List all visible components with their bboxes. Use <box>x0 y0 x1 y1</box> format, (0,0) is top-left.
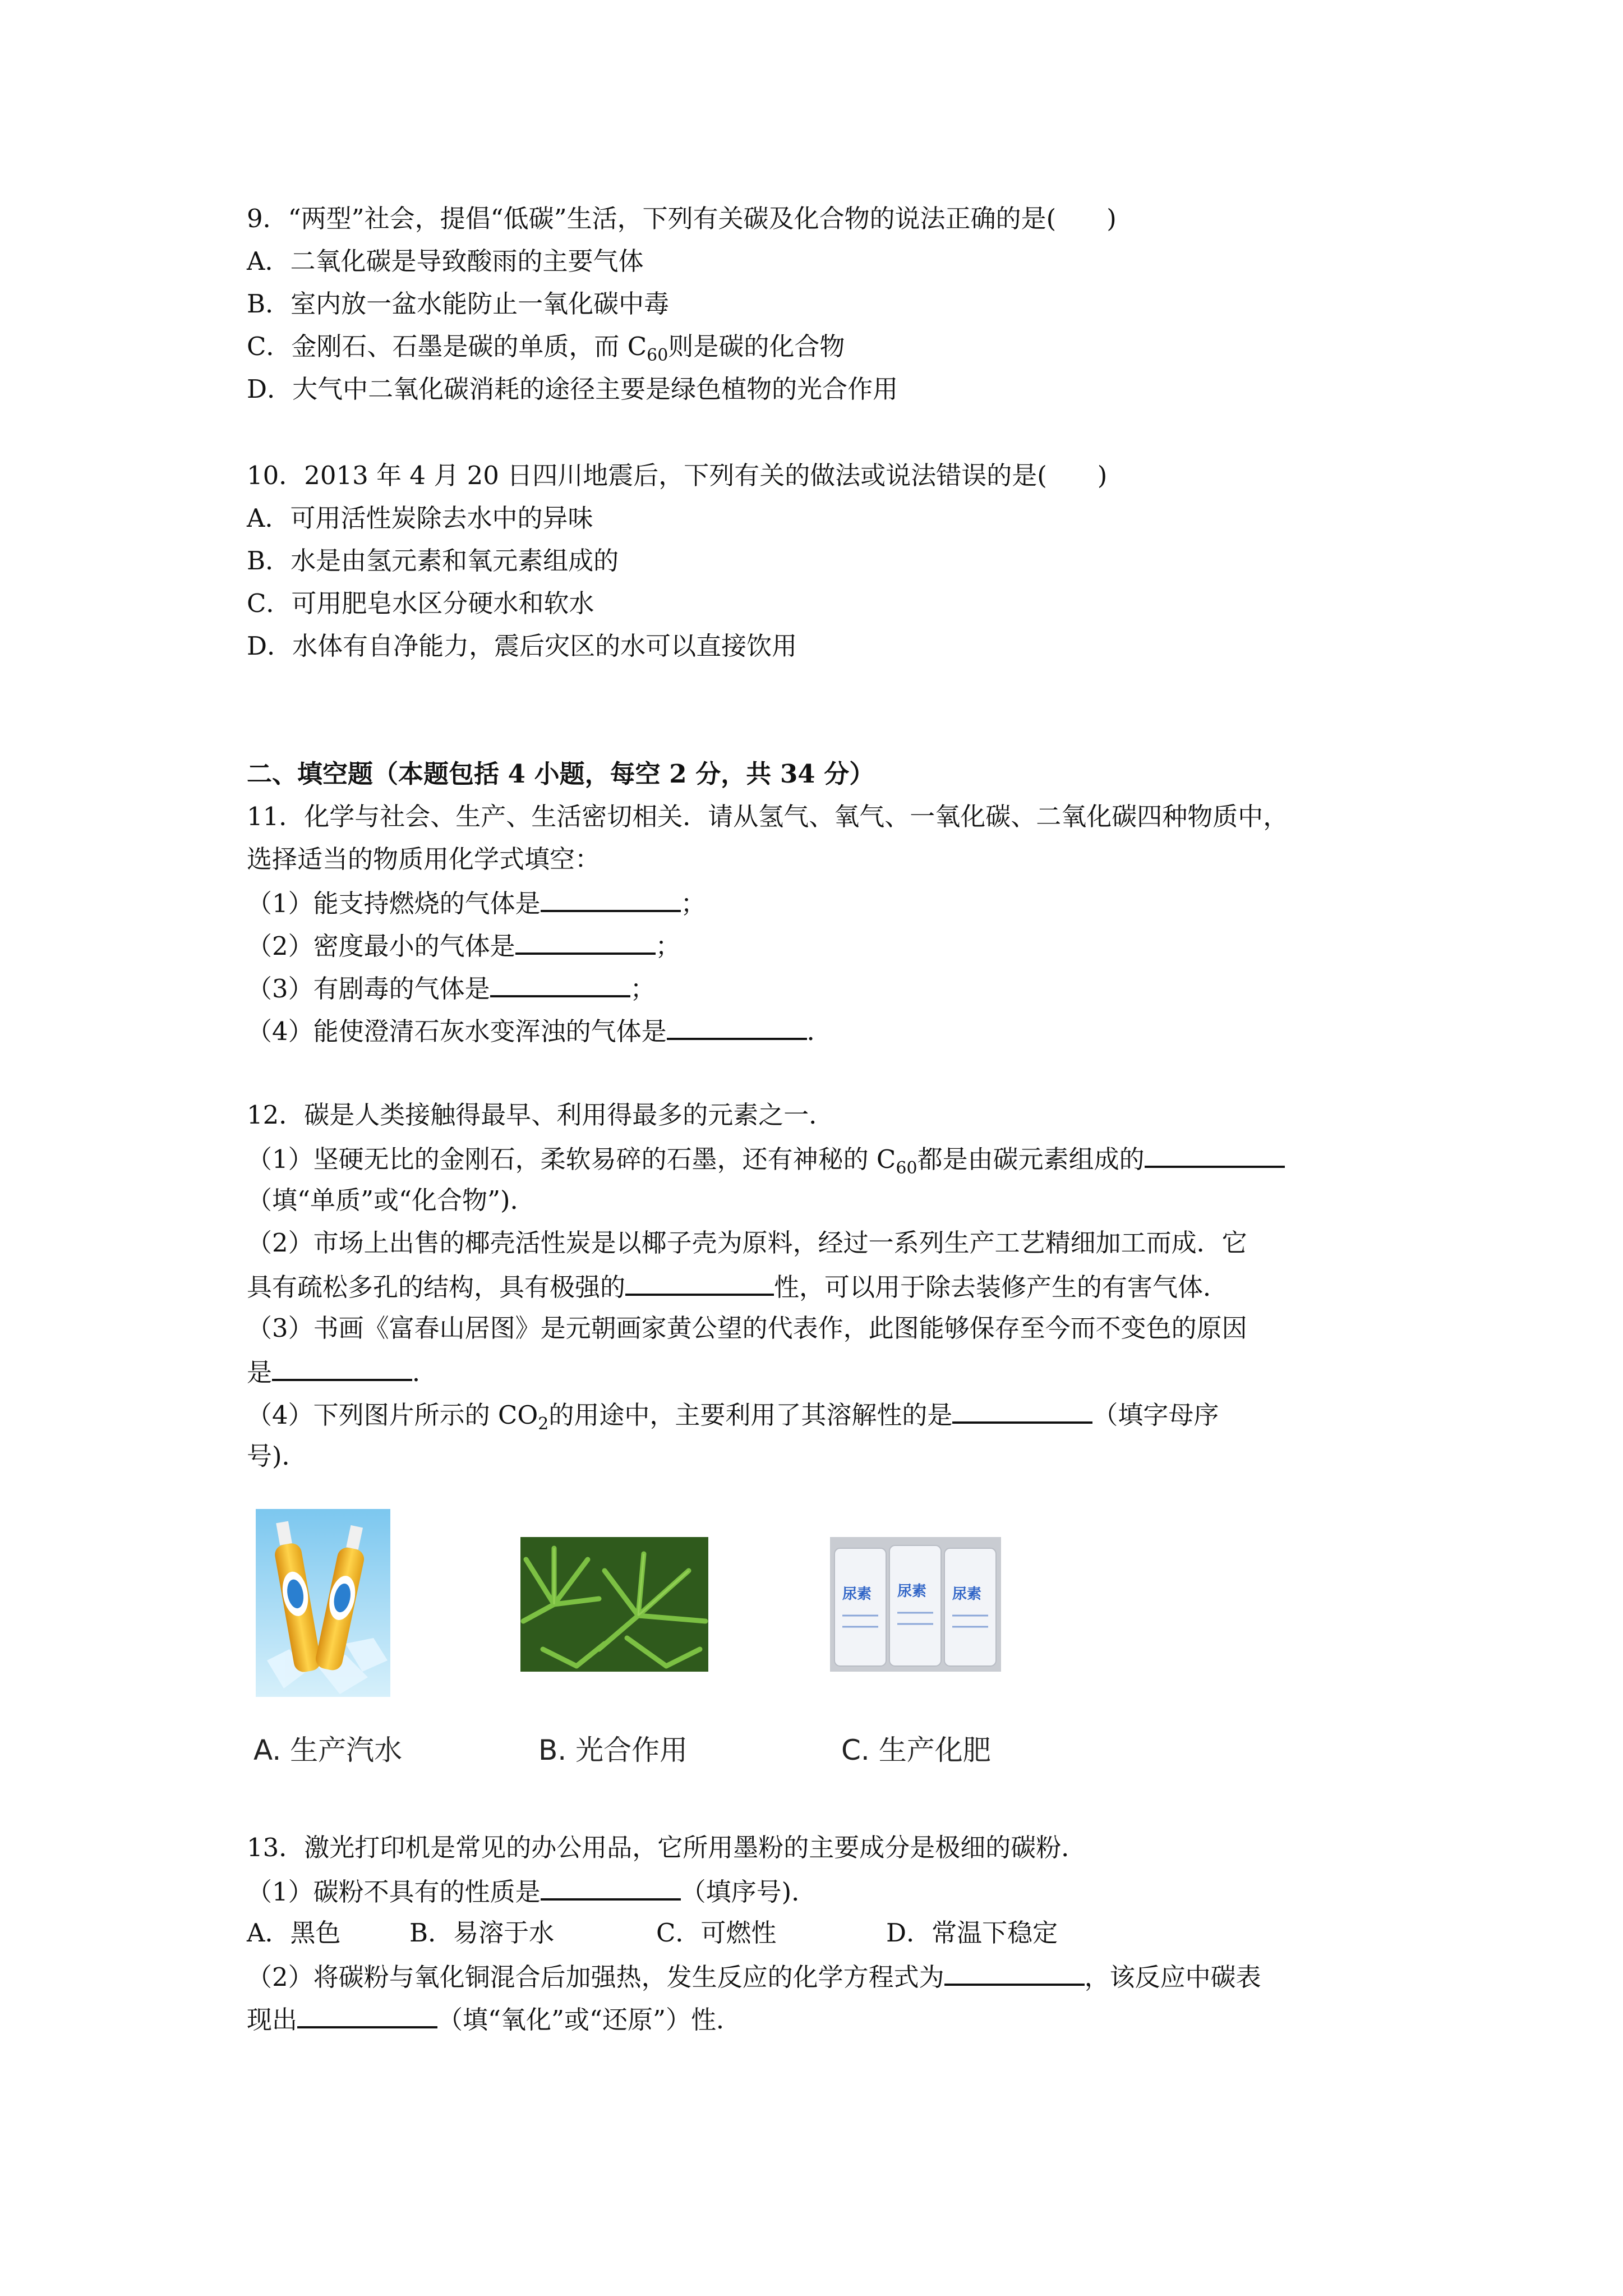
answer-blank[interactable] <box>944 1960 1085 1986</box>
q13-options <box>247 1917 1058 1949</box>
q13-part2-line1: （2）将碳粉与氧化铜混合后加强热，发生反应的化学方程式为 ，该反应中碳表 <box>247 1960 1261 1993</box>
q10-option-c: C．可用肥皂水区分硬水和软水 <box>247 588 594 618</box>
svg-text:尿素: 尿素 <box>897 1583 927 1600</box>
q12-part4-line1: （4）下列图片所示的 $CO_2$的用途中，主要利用了其溶解性的是 （填字母序 <box>247 1398 1219 1431</box>
q9-option-b: B．室内放一盆水能防止一氧化碳中毒 <box>247 289 670 319</box>
answer-blank[interactable] <box>541 886 681 912</box>
q13-option-a: A．黑色 <box>247 1918 341 1948</box>
q11-stem-line2: 选择适当的物质用化学式填空： <box>247 844 601 874</box>
caption-a: A. 生产汽水 <box>253 1734 403 1766</box>
q12-stem: 12．碳是人类接触得最早、利用得最多的元素之一． <box>247 1100 834 1130</box>
q12-part2-line2: 具有疏松多孔的结构，具有极强的 性，可以用于除去装修产生的有害气体． <box>247 1270 1228 1303</box>
q10-option-b: B．水是由氢元素和氧元素组成的 <box>247 546 619 576</box>
q11-stem-line1: 11．化学与社会、生产、生活密切相关．请从氢气、氧气、一氧化碳、二氧化碳四种物质中， <box>247 802 1289 831</box>
q12-part3-line2: 是 ． <box>247 1355 437 1388</box>
answer-blank[interactable] <box>515 929 656 955</box>
answer-blank[interactable] <box>667 1014 807 1040</box>
q10-option-d: D．水体有自净能力，震后灾区的水可以直接饮用 <box>247 631 797 661</box>
q9-option-a: A．二氧化碳是导致酸雨的主要气体 <box>247 246 644 276</box>
q12-part4-line2: 号)． <box>247 1441 307 1471</box>
q13-option-b: B．易溶于水 <box>409 1918 555 1948</box>
section-heading: 二、填空题（本题包括 4 小题，每空 2 分，共 34 分） <box>247 759 875 789</box>
green-leaves-image <box>520 1537 708 1672</box>
answer-blank[interactable] <box>952 1398 1092 1424</box>
q13-option-d: D．常温下稳定 <box>886 1918 1058 1948</box>
q10-option-a: A．可用活性炭除去水中的异味 <box>247 503 593 533</box>
svg-text:尿素: 尿素 <box>842 1586 872 1603</box>
answer-blank[interactable] <box>297 2003 437 2028</box>
q10-stem: 10．2013 年 4 月 20 日四川地震后，下列有关的做法或说法错误的是( ) <box>247 461 1108 490</box>
answer-blank[interactable] <box>1145 1142 1285 1168</box>
q9-option-d: D．大气中二氧化碳消耗的途径主要是绿色植物的光合作用 <box>247 374 898 404</box>
q13-stem: 13．激光打印机是常见的办公用品，它所用墨粉的主要成分是极细的碳粉． <box>247 1833 1087 1862</box>
caption-b: B. 光合作用 <box>538 1734 688 1766</box>
q9-stem: 9．“两型”社会，提倡“低碳”生活，下列有关碳及化合物的说法正确的是( ) <box>247 204 1117 233</box>
caption-c: C. 生产化肥 <box>841 1734 991 1766</box>
soda-bottles-image <box>256 1509 390 1697</box>
q13-part1: （1）碳粉不具有的性质是 （填序号)． <box>247 1875 817 1908</box>
answer-blank[interactable] <box>490 972 630 997</box>
q12-part2-line1: （2）市场上出售的椰壳活性炭是以椰子壳为原料，经过一系列生产工艺精细加工而成．它 <box>247 1228 1247 1258</box>
answer-blank[interactable] <box>541 1875 681 1901</box>
q13-part2-line2: 现出 （填“氧化”或“还原”）性． <box>247 2003 741 2036</box>
fertilizer-bags-image <box>830 1537 1001 1672</box>
svg-text:尿素: 尿素 <box>952 1586 982 1603</box>
q13-option-c: C．可燃性 <box>656 1918 777 1948</box>
answer-blank[interactable] <box>625 1270 774 1296</box>
q11-part3: （3）有剧毒的气体是 ； <box>247 972 656 1005</box>
q11-part2: （2）密度最小的气体是 ； <box>247 929 681 962</box>
answer-blank[interactable] <box>272 1355 412 1381</box>
q12-part1-line2: （填“单质”或“化合物”)． <box>247 1185 536 1215</box>
q11-part1: （1）能支持燃烧的气体是 ； <box>247 886 706 919</box>
q11-part4: （4）能使澄清石灰水变浑浊的气体是 ． <box>247 1014 832 1047</box>
q9-option-c: C．金刚石、石墨是碳的单质，而 $C_{60}$则是碳的化合物 <box>247 332 845 365</box>
q12-part3-line1: （3）书画《富春山居图》是元朝画家黄公望的代表作，此图能够保存至今而不变色的原因 <box>247 1313 1247 1343</box>
q12-part1-line1: （1）坚硬无比的金刚石，柔软易碎的石墨，还有神秘的 $C_{60}$都是由碳元素组成的 <box>247 1142 1285 1175</box>
